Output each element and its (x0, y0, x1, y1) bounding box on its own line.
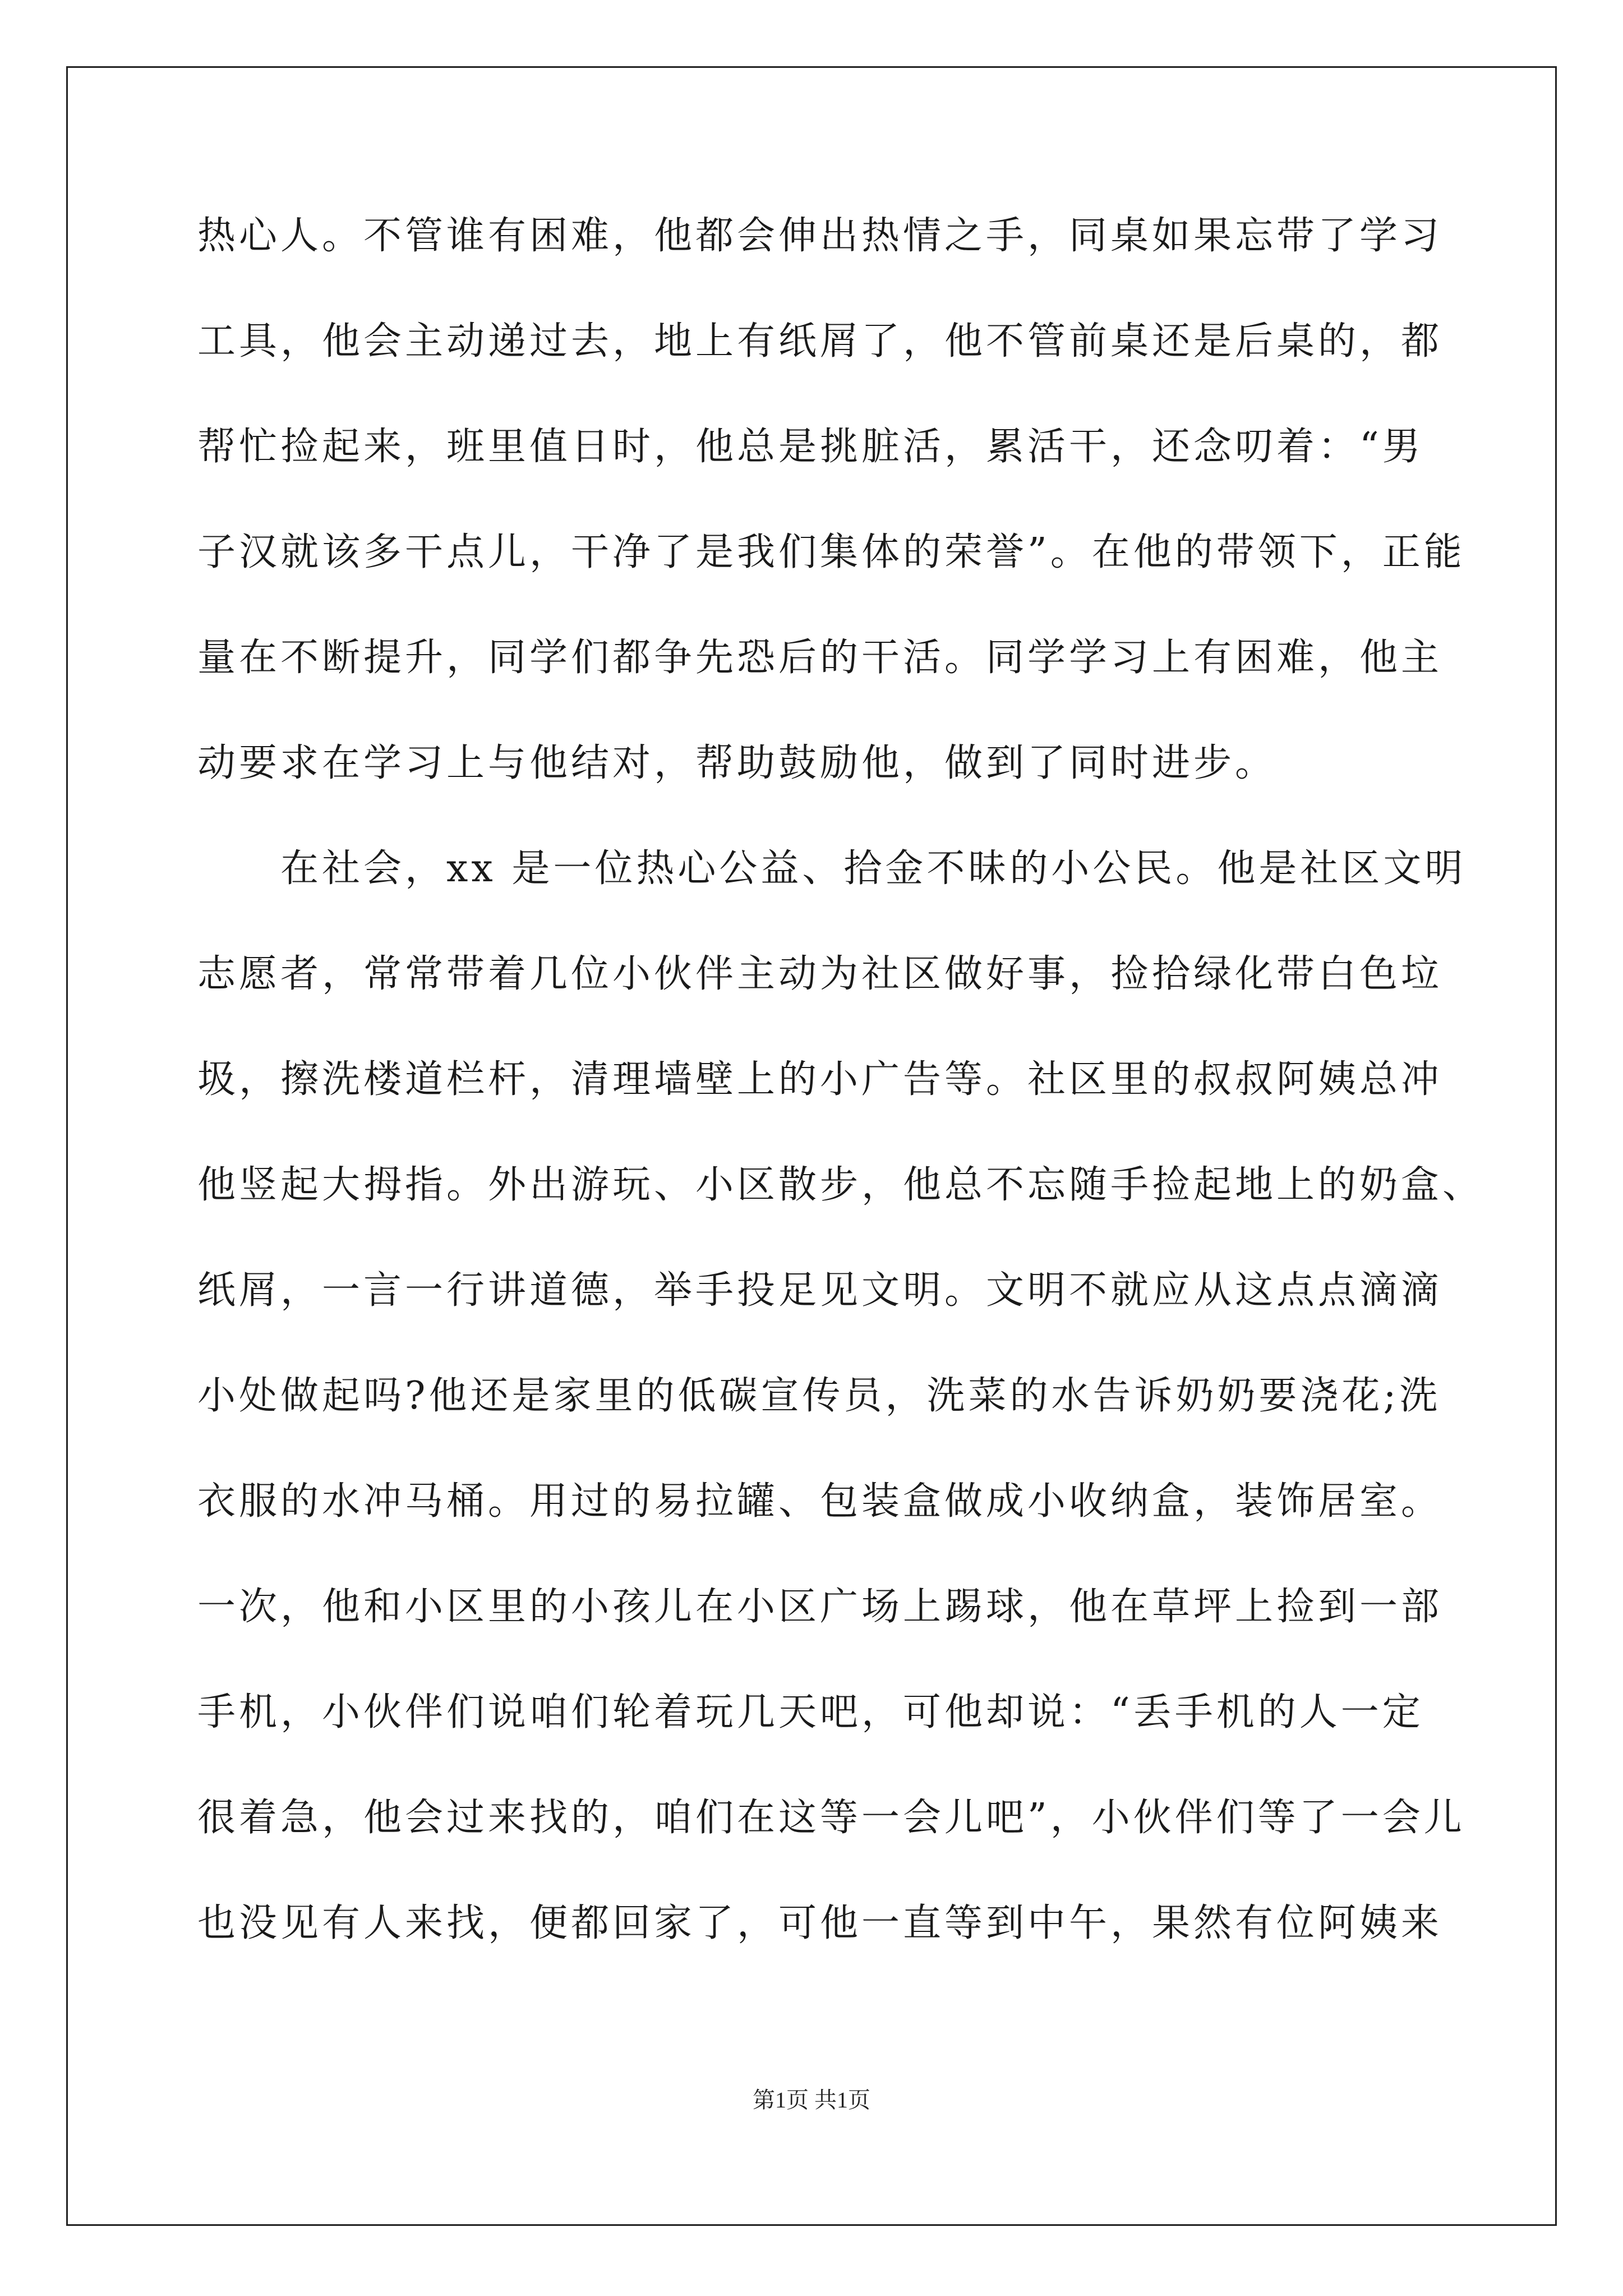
text-line: 动要求在学习上与他结对，帮助鼓励他，做到了同时进步。 (197, 741, 1277, 785)
text-line: 热心人。不管谁有困难，他都会伸出热情之手，同桌如果忘带了学习 (197, 214, 1443, 258)
text-line: 量在不断提升，同学们都争先恐后的干活。同学学习上有困难，他主 (197, 636, 1443, 680)
text-line: 手机，小伙伴们说咱们轮着玩几天吧，可他却说：“丢手机的人一定 (197, 1690, 1424, 1734)
text-line: 工具，他会主动递过去，地上有纸屑了，他不管前桌还是后桌的，都 (197, 319, 1443, 364)
text-line: 衣服的水冲马桶。用过的易拉罐、包装盒做成小收纳盒，装饰居室。 (197, 1479, 1443, 1524)
text-line: 小处做起吗?他还是家里的低碳宣传员，洗菜的水告诉奶奶要浇花;洗 (197, 1374, 1441, 1418)
text-line: 一次，他和小区里的小孩儿在小区广场上踢球，他在草坪上捡到一部 (197, 1585, 1443, 1629)
text-line: 子汉就该多干点儿，干净了是我们集体的荣誉”。在他的带领下，正能 (197, 530, 1465, 574)
text-line: 帮忙捡起来，班里值日时，他总是挑脏活，累活干，还念叨着：“男 (197, 425, 1424, 469)
text-line: 在社会，xx 是一位热心公益、拾金不昧的小公民。他是社区文明 (280, 846, 1467, 891)
text-line: 他竖起大拇指。外出游玩、小区散步，他总不忘随手捡起地上的奶盒、 (197, 1163, 1484, 1207)
page-footer: 第1页 共1页 (753, 2087, 870, 2113)
text-line: 圾，擦洗楼道栏杆，清理墙壁上的小广告等。社区里的叔叔阿姨总冲 (197, 1057, 1443, 1102)
text-line: 志愿者，常常带着几位小伙伴主动为社区做好事，捡拾绿化带白色垃 (197, 952, 1443, 996)
text-line: 也没见有人来找，便都回家了，可他一直等到中午，果然有位阿姨来 (197, 1901, 1443, 1945)
text-line: 很着急，他会过来找的，咱们在这等一会儿吧”，小伙伴们等了一会儿 (197, 1796, 1465, 1840)
text-line: 纸屑，一言一行讲道德，举手投足见文明。文明不就应从这点点滴滴 (197, 1268, 1443, 1313)
document-body (197, 205, 1484, 1998)
